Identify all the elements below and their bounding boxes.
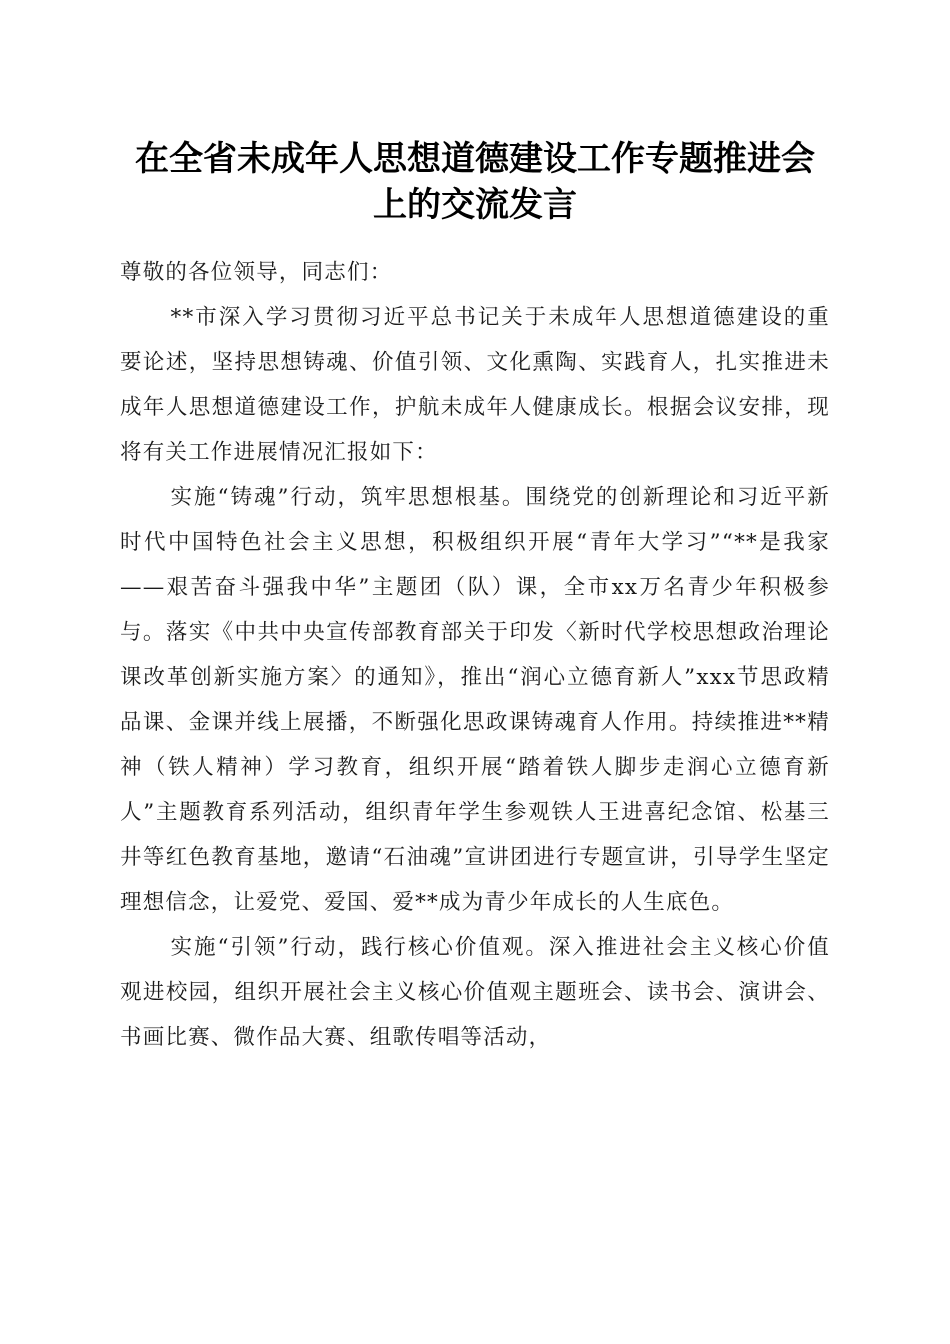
title-line-2: 上的交流发言	[373, 185, 577, 225]
paragraph-intro: **市深入学习贯彻习近平总书记关于未成年人思想道德建设的重要论述，坚持思想铸魂、价值引领、文化熏陶、实践育人，扎实推进未成年人思想道德建设工作，护航未成年人健康成长。根据会议安排，现将有关工作进展情况汇报如下：	[120, 305, 830, 465]
salutation: 尊敬的各位领导，同志们：	[120, 260, 393, 285]
paragraph-guidance: 实施“引领”行动，践行核心价值观。深入推进社会主义核心价值观进校园，组织开展社会主义核心价值观主题班会、读书会、演讲会、书画比赛、微作品大赛、组歌传唱等活动，	[120, 935, 830, 1050]
title-line-1: 在全省未成年人思想道德建设工作专题推进会	[135, 139, 815, 179]
document-body	[120, 250, 830, 1060]
paragraph-soul-casting: 实施“铸魂”行动，筑牢思想根基。围绕党的创新理论和习近平新时代中国特色社会主义思想，积极组织开展“青年大学习”“**是我家——艰苦奋斗强我中华”主题团（队）课，全市xx万名青少年积极参与。落实《中共中央宣传部教育部关于印发〈新时代学校思想政治理论课改革创新实施方案〉的通知》，推出“润心立德育新人”xxx节思政精品课、金课并线上展播，不断强化思政课铸魂育人作用。持续推进**精神（铁人精神）学习教育，组织开展“踏着铁人脚步走润心立德育新人”主题教育系列活动，组织青年学生参观铁人王进喜纪念馆、松基三井等红色教育基地，邀请“石油魂”宣讲团进行专题宣讲，引导学生坚定理想信念，让爱党、爱国、爱**成为青少年成长的人生底色。	[120, 485, 830, 915]
document-title	[110, 136, 840, 228]
